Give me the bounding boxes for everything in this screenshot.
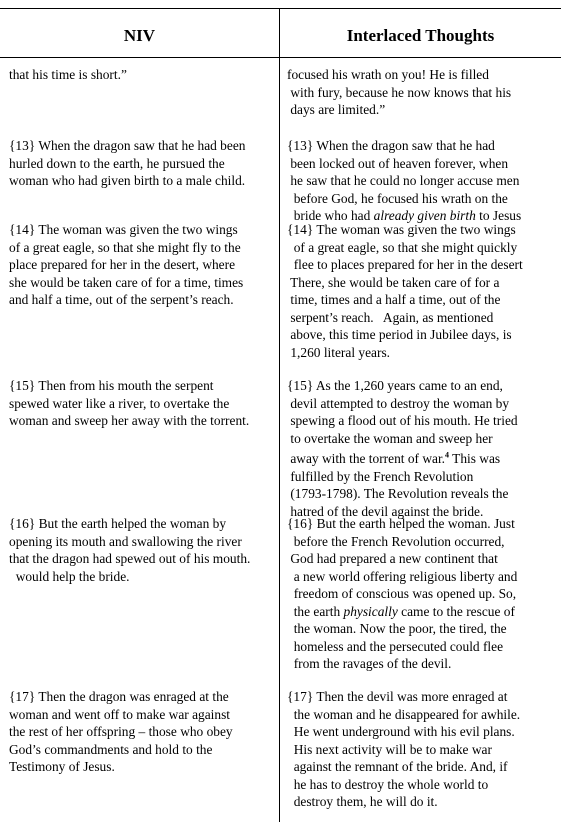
column-divider	[279, 8, 280, 822]
text-line: God’s commandments and hold to the	[9, 741, 213, 757]
text-line: freedom of conscious was opened up. So,	[287, 586, 517, 601]
text-line: fulfilled by the French Revolution	[287, 468, 474, 484]
text-line: that the dragon had spewed out of his mouth.	[9, 551, 251, 566]
text-line: destroy them, he will do it.	[287, 794, 438, 809]
text-line: a new world offering religious liberty and	[287, 568, 518, 584]
emphasis-text: already given birth	[373, 208, 476, 223]
thoughts-verse-13	[287, 137, 521, 225]
text-line: Testimony of Jesus.	[9, 759, 115, 774]
niv-verse-13	[9, 137, 245, 190]
text-line: {15} As the 1,260 years came to an end,	[287, 378, 503, 393]
text-line: days are limited.”	[287, 102, 386, 117]
niv-verse-16	[9, 515, 250, 585]
text-line: woman who had given birth to a male child.	[9, 173, 246, 188]
text-line: spewed water like a river, to overtake the	[9, 395, 230, 411]
text-line: she would be taken care of for a time, times	[9, 274, 244, 290]
text-line: (1793-1798). The Revolution reveals the	[287, 486, 509, 502]
text-line: the rest of her offspring – those who obey	[9, 724, 233, 739]
text-segment: bride who had	[287, 208, 374, 223]
text-line: {16} But the earth helped the woman. Just	[287, 516, 515, 531]
text-line: There, she would be taken care of for a	[287, 274, 500, 290]
text-line	[287, 604, 515, 619]
text-line: He went underground with his evil plans.	[287, 724, 515, 739]
text-line: before the French Revolution occurred,	[287, 533, 505, 549]
text-line: homeless and the persecuted could flee	[287, 638, 504, 654]
table-top-border	[0, 8, 561, 9]
text-line: 1,260 literal years.	[287, 344, 390, 360]
text-line: {16} But the earth helped the woman by	[9, 516, 227, 531]
header-niv: NIV	[123, 26, 156, 45]
text-line: His next activity will be to make war	[287, 741, 492, 757]
thoughts-verse-12-end	[287, 66, 511, 119]
text-line: {14} The woman was given the two wings	[9, 222, 238, 237]
text-segment: This was	[449, 451, 501, 467]
text-line	[287, 451, 500, 466]
text-line: he has to destroy the whole world to	[287, 776, 489, 792]
text-segment: to Jesus	[475, 208, 522, 223]
text-line: hurled down to the earth, he pursued the	[9, 155, 225, 171]
text-line: {15} Then from his mouth the serpent	[9, 378, 214, 393]
text-line: and half a time, out of the serpent’s reach.	[9, 292, 234, 307]
text-line: flee to places prepared for her in the desert	[287, 257, 523, 272]
text-line: of a great eagle, so that she might quickly	[287, 239, 518, 255]
text-line: spewing a flood out of his mouth. He tried	[287, 413, 518, 428]
text-line: been locked out of heaven forever, when	[287, 155, 509, 171]
niv-verse-12-end	[9, 66, 127, 84]
text-line: of a great eagle, so that she might fly to the	[9, 239, 241, 255]
text-line: against the remnant of the bride. And, if	[287, 759, 508, 774]
text-segment: came to the rescue of	[397, 603, 515, 619]
thoughts-verse-16	[287, 515, 517, 673]
emphasis-text: physically	[343, 603, 398, 619]
text-line: {13} When the dragon saw that he had been	[9, 138, 246, 153]
text-line: with fury, because he now knows that his	[287, 84, 512, 100]
thoughts-verse-17	[287, 688, 520, 811]
text-line: time, times and a half a time, out of the	[287, 292, 501, 307]
text-line: serpent’s reach. Again, as mentioned	[287, 309, 494, 325]
text-line: God had prepared a new continent that	[287, 551, 498, 566]
text-line: the woman and he disappeared for awhile.	[287, 706, 521, 722]
text-line: the woman. Now the poor, the tired, the	[287, 621, 507, 636]
text-line: opening its mouth and swallowing the river	[9, 533, 242, 549]
niv-verse-17	[9, 688, 233, 776]
text-line: woman and went off to make war against	[9, 706, 231, 722]
text-segment: the earth	[287, 603, 344, 619]
header-divider	[0, 57, 561, 58]
text-line: above, this time period in Jubilee days, is	[287, 327, 512, 342]
text-segment: away with the torrent of war.	[287, 451, 446, 467]
niv-verse-14	[9, 221, 243, 309]
thoughts-verse-15	[287, 377, 518, 520]
text-line: {14} The woman was given the two wings	[287, 222, 516, 237]
text-line: {13} When the dragon saw that he had	[287, 138, 495, 153]
text-line: focused his wrath on you! He is filled	[287, 67, 489, 82]
text-line: place prepared for her in the desert, where	[9, 257, 236, 272]
header-interlaced-thoughts: Interlaced Thoughts	[346, 26, 495, 45]
text-line: hatred of the devil against the bride.	[287, 503, 484, 519]
text-line: would help the bride.	[9, 568, 130, 584]
thoughts-verse-14	[287, 221, 523, 361]
text-line: from the ravages of the devil.	[287, 656, 452, 671]
text-line: that his time is short.”	[9, 67, 127, 82]
text-line: before God, he focused his wrath on the	[287, 190, 508, 206]
text-line: {17} Then the devil was more enraged at	[287, 689, 508, 704]
niv-verse-15	[9, 377, 249, 430]
text-line: to overtake the woman and sweep her	[287, 430, 493, 446]
text-line: {17} Then the dragon was enraged at the	[9, 689, 229, 704]
text-line: he saw that he could no longer accuse men	[287, 173, 520, 188]
text-line: devil attempted to destroy the woman by	[287, 395, 510, 411]
footnote-marker: 4	[445, 451, 450, 460]
text-line: woman and sweep her away with the torrent.	[9, 413, 250, 428]
